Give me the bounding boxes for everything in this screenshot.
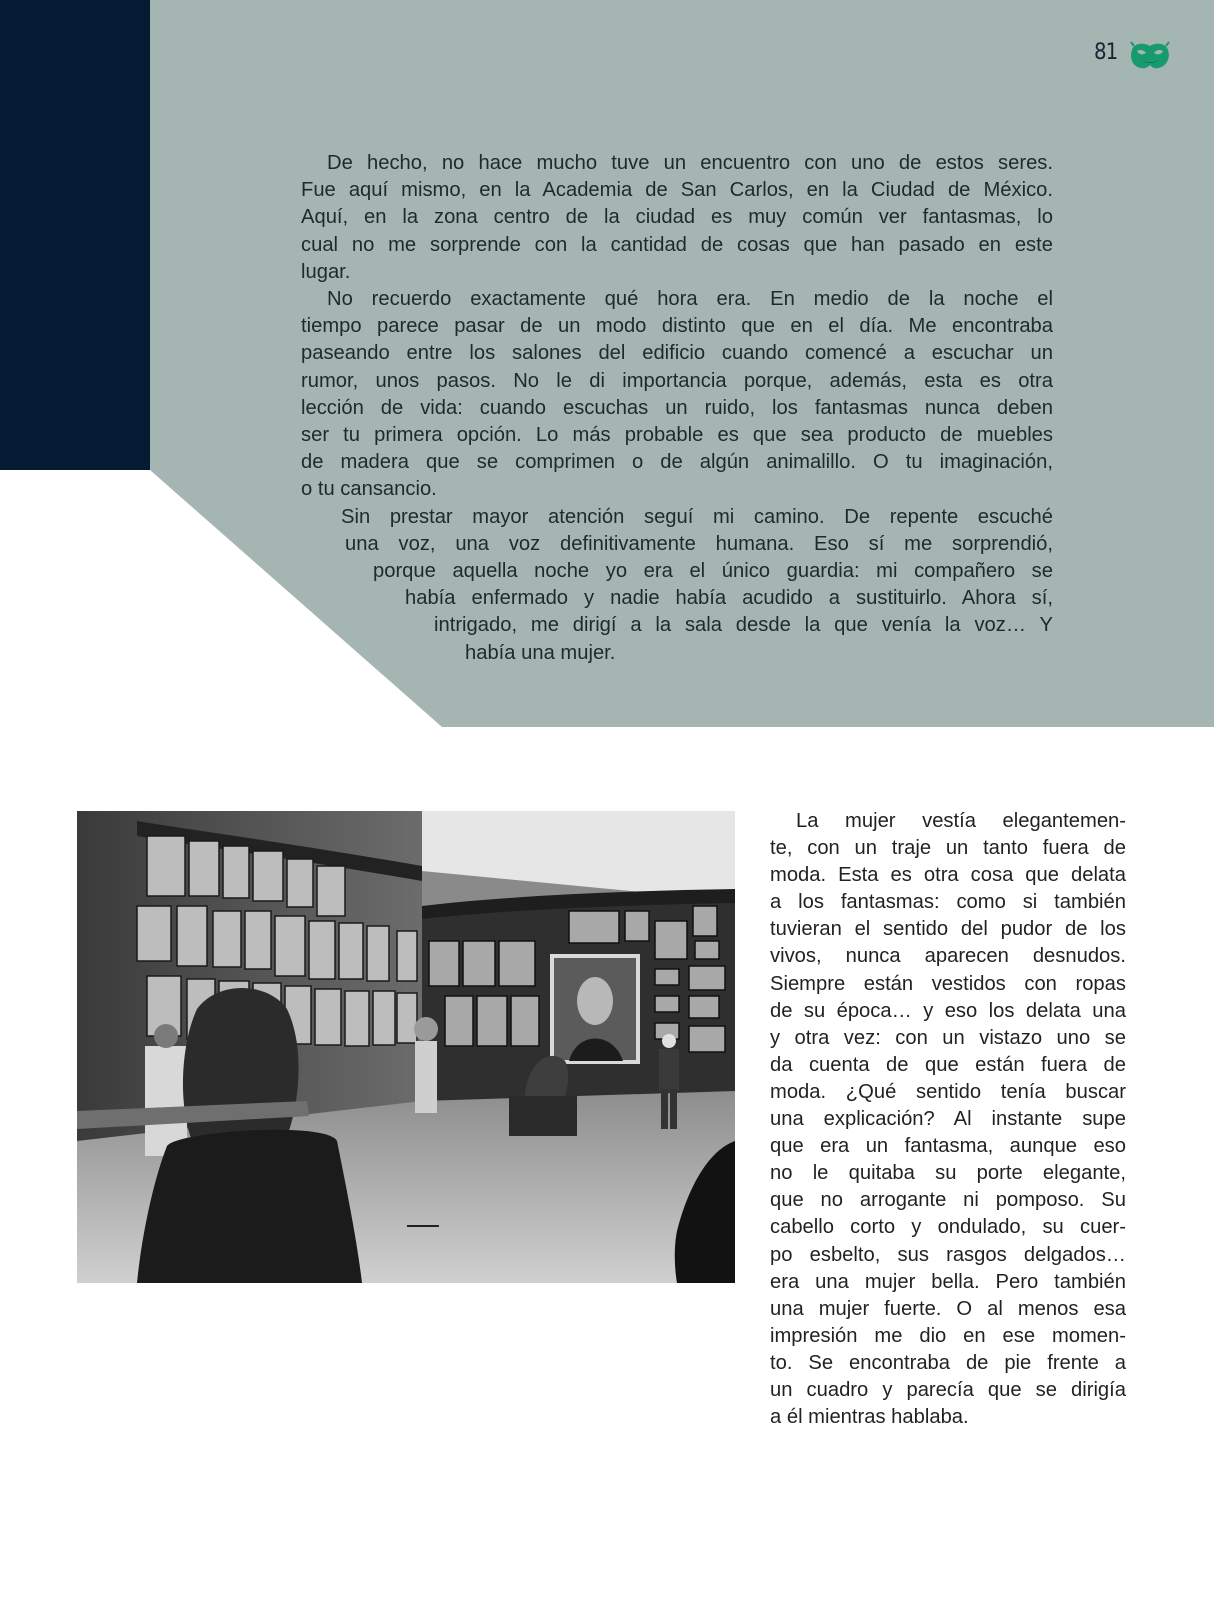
- text-line: cual no me sorprende con la cantidad de cosas que han pasado en este: [301, 233, 1053, 256]
- text-line: vivos, nunca aparecen desnudos.: [770, 945, 1126, 968]
- text-line: De hecho, no hace mucho tuve un encuentro con uno de estos seres.: [327, 152, 1053, 174]
- text-line: no le quitaba su porte elegante,: [770, 1162, 1126, 1185]
- green-mask-logo-icon: [1128, 40, 1172, 72]
- text-line: intrigado, me dirigí a la sala desde la que venía la voz… Y: [434, 614, 1053, 637]
- text-line: tiempo parece pasar de un modo distinto que en el día. Me encontraba: [301, 315, 1053, 338]
- text-line: rumor, unos pasos. No le di importancia porque, además, esta es otra: [301, 369, 1053, 392]
- text-line: había una mujer.: [465, 641, 616, 664]
- text-line: La mujer vestía elegantemen-: [796, 810, 1126, 832]
- text-line: ser tu primera opción. Lo más probable es que sea producto de muebles: [301, 424, 1053, 447]
- text-line: o tu cansancio.: [301, 478, 437, 501]
- text-line: da cuenta de que están fuera de: [770, 1053, 1126, 1076]
- text-line: había enfermado y nadie había acudido a sustituirlo. Ahora sí,: [405, 587, 1053, 610]
- text-line: Sin prestar mayor atención seguí mi camino. De repente escuché: [341, 505, 1053, 528]
- page-number: 81: [1094, 40, 1118, 65]
- text-line: to. Se encontraba de pie frente a: [770, 1351, 1126, 1374]
- text-line: Siempre están vestidos con ropas: [770, 972, 1126, 995]
- text-line: porque aquella noche yo era el único guardia: mi compañero se: [373, 560, 1053, 583]
- archival-gallery-photo: [77, 811, 735, 1283]
- text-line: moda. ¿Qué sentido tenía buscar: [770, 1080, 1126, 1103]
- text-line: una mujer fuerte. O al menos esa: [770, 1297, 1126, 1320]
- side-narrative: [770, 808, 1126, 1431]
- text-line: lugar.: [301, 260, 351, 283]
- text-line: a los fantasmas: como si también: [770, 891, 1126, 914]
- text-line: paseando entre los salones del edificio cuando comencé a escuchar un: [301, 342, 1053, 365]
- text-line: Aquí, en la zona centro de la ciudad es muy común ver fantasmas, lo: [301, 206, 1053, 229]
- text-line: que era un fantasma, aunque eso: [770, 1135, 1126, 1158]
- top-narrative: [301, 150, 1053, 667]
- text-line: a él mientras hablaba.: [770, 1406, 969, 1429]
- text-line: tuvieran el sentido del pudor de los: [770, 918, 1126, 941]
- text-line: lección de vida: cuando escuchas un ruido, los fantasmas nunca deben: [301, 396, 1053, 419]
- text-line: cabello corto y ondulado, su cuer-: [770, 1216, 1126, 1239]
- text-line: Fue aquí mismo, en la Academia de San Carlos, en la Ciudad de México.: [301, 179, 1053, 202]
- navy-side-block: [0, 0, 150, 470]
- text-line: y otra vez: con un vistazo uno se: [770, 1026, 1126, 1049]
- text-line: po esbelto, sus rasgos delgados…: [770, 1243, 1126, 1266]
- text-line: te, con un traje un tanto fuera de: [770, 837, 1126, 860]
- text-line: moda. Esta es otra cosa que delata: [770, 864, 1126, 887]
- text-line: una voz, una voz definitivamente humana. Eso sí me sorprendió,: [345, 532, 1053, 555]
- text-line: un cuadro y parecía que se dirigía: [770, 1378, 1126, 1401]
- text-line: de su época… y eso los delata una: [770, 999, 1126, 1022]
- text-line: una explicación? Al instante supe: [770, 1108, 1126, 1131]
- text-line: No recuerdo exactamente qué hora era. En medio de la noche el: [327, 288, 1053, 311]
- text-line: que no arrogante ni pomposo. Su: [770, 1189, 1126, 1212]
- text-line: de madera que se comprimen o de algún animalillo. O tu imaginación,: [301, 451, 1053, 474]
- text-line: impresión me dio en ese momen-: [770, 1324, 1126, 1347]
- text-line: era una mujer bella. Pero también: [770, 1270, 1126, 1293]
